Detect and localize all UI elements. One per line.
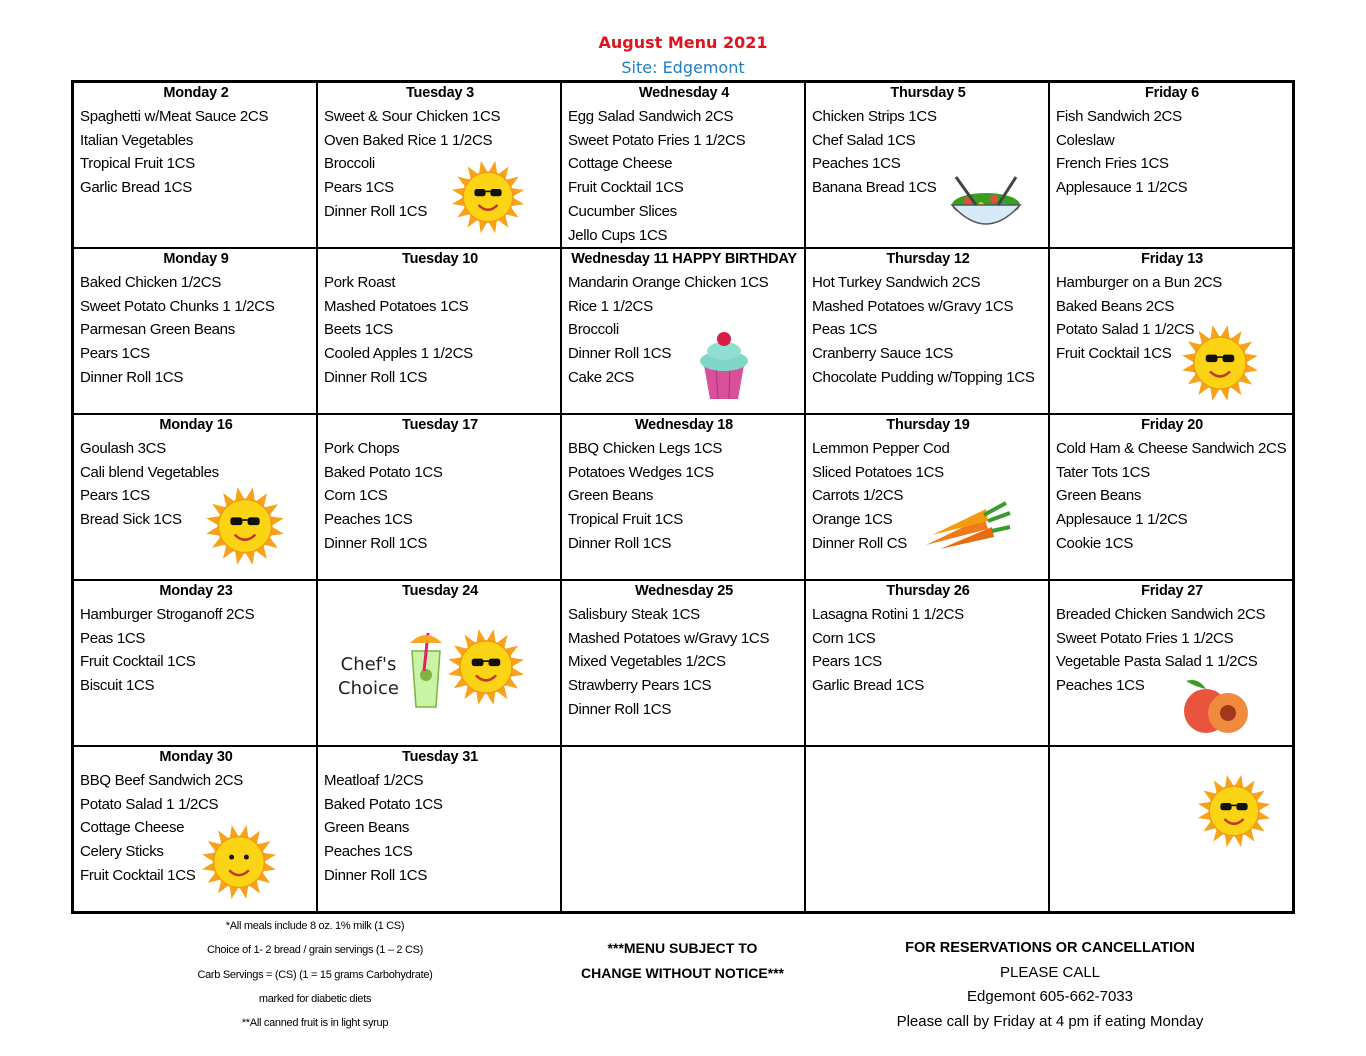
carrots-icon bbox=[922, 501, 1012, 556]
menu-item: Orange 1CS bbox=[812, 511, 893, 529]
menu-item: Cali blend Vegetables bbox=[80, 463, 219, 481]
menu-item: Dinner Roll 1CS bbox=[324, 534, 428, 552]
menu-item: Mashed Potatoes w/Gravy 1CS bbox=[568, 629, 770, 647]
sun-icon bbox=[198, 821, 280, 908]
menu-item: Rice 1 1/2CS bbox=[568, 297, 653, 315]
day-cell bbox=[561, 82, 805, 248]
menu-item: Chef Salad 1CS bbox=[812, 131, 916, 149]
day-cell bbox=[73, 414, 317, 580]
menu-item: Dinner Roll 1CS bbox=[324, 866, 428, 884]
menu-item: Cottage Cheese bbox=[568, 155, 673, 173]
menu-item: Hot Turkey Sandwich 2CS bbox=[812, 274, 981, 291]
menu-item: Applesauce 1 1/2CS bbox=[1056, 511, 1188, 529]
day-cell bbox=[805, 248, 1049, 414]
menu-item: Coleslaw bbox=[1056, 131, 1115, 149]
menu-item: Pears 1CS bbox=[80, 345, 150, 363]
day-cell bbox=[1049, 248, 1293, 414]
site-subtitle: Site: Edgemont bbox=[621, 58, 745, 77]
day-heading: Friday 6 bbox=[1144, 85, 1199, 101]
sun-icon bbox=[1194, 771, 1274, 856]
day-cell bbox=[1049, 580, 1293, 746]
menu-item: French Fries 1CS bbox=[1056, 155, 1169, 173]
sun-icon bbox=[444, 625, 528, 714]
menu-item: Pears 1CS bbox=[812, 653, 882, 671]
menu-item: Italian Vegetables bbox=[80, 131, 194, 149]
menu-item: Baked Chicken 1/2CS bbox=[80, 274, 222, 291]
sun-icon bbox=[1178, 321, 1262, 410]
sun-icon bbox=[448, 157, 528, 242]
footer-note: Choice of 1- 2 bread / grain servings (1 – 2 CS) bbox=[206, 944, 424, 957]
menu-item: Corn 1CS bbox=[324, 487, 388, 505]
menu-item: Peaches 1CS bbox=[812, 155, 901, 173]
day-cell bbox=[1049, 414, 1293, 580]
reservation-phone: Edgemont 605-662-7033 bbox=[967, 988, 1133, 1005]
menu-item: Dinner Roll CS bbox=[812, 534, 907, 552]
menu-item: Hamburger Stroganoff 2CS bbox=[80, 606, 255, 623]
menu-item: Hamburger on a Bun 2CS bbox=[1056, 274, 1222, 291]
day-heading: Thursday 26 bbox=[886, 583, 970, 599]
menu-item: Cake 2CS bbox=[568, 368, 634, 386]
menu-item: Fruit Cocktail 1CS bbox=[80, 866, 196, 884]
day-cell bbox=[1049, 746, 1293, 912]
menu-item: Garlic Bread 1CS bbox=[80, 179, 192, 197]
day-heading: Monday 16 bbox=[159, 417, 233, 433]
menu-item: Mashed Potatoes w/Gravy 1CS bbox=[812, 297, 1014, 315]
menu-item: Dinner Roll 1CS bbox=[324, 202, 428, 220]
menu-item: Baked Potato 1CS bbox=[324, 463, 443, 481]
day-heading bbox=[812, 747, 1044, 769]
menu-item: Cooled Apples 1 1/2CS bbox=[324, 345, 473, 363]
day-cell bbox=[561, 746, 805, 912]
day-cell bbox=[317, 82, 561, 248]
menu-item: Garlic Bread 1CS bbox=[812, 677, 924, 695]
menu-item: Egg Salad Sandwich 2CS bbox=[568, 108, 734, 125]
footer-note: **All canned fruit is in light syrup bbox=[241, 1017, 389, 1030]
menu-items bbox=[568, 437, 800, 556]
menu-item: Peas 1CS bbox=[812, 321, 878, 339]
menu-item: Mashed Potatoes 1CS bbox=[324, 297, 469, 315]
menu-items bbox=[812, 271, 1044, 390]
menu-item: Meatloaf 1/2CS bbox=[324, 772, 424, 789]
menu-item: Banana Bread 1CS bbox=[812, 179, 937, 197]
day-heading: Tuesday 10 bbox=[402, 251, 478, 267]
menu-item: Strawberry Pears 1CS bbox=[568, 677, 712, 695]
menu-item: Pork Chops bbox=[324, 440, 400, 457]
menu-item: Sweet & Sour Chicken 1CS bbox=[324, 108, 501, 125]
menu-item: Corn 1CS bbox=[812, 629, 876, 647]
menu-item: Celery Sticks bbox=[80, 843, 164, 861]
menu-item: Pears 1CS bbox=[80, 487, 150, 505]
day-cell bbox=[317, 414, 561, 580]
menu-item: Dinner Roll 1CS bbox=[324, 368, 428, 386]
reservation-line: Please call by Friday at 4 pm if eating Monday bbox=[896, 1012, 1204, 1030]
menu-items bbox=[812, 603, 1044, 698]
menu-item: Pork Roast bbox=[324, 274, 396, 291]
menu-item: Chocolate Pudding w/Topping 1CS bbox=[812, 368, 1035, 386]
menu-item: Spaghetti w/Meat Sauce 2CS bbox=[80, 108, 269, 125]
menu-item: Applesauce 1 1/2CS bbox=[1056, 179, 1188, 197]
day-heading: Monday 9 bbox=[163, 251, 229, 267]
day-cell bbox=[1049, 82, 1293, 248]
menu-item: Baked Potato 1CS bbox=[324, 795, 443, 813]
menu-item: Potatoes Wedges 1CS bbox=[568, 463, 714, 481]
notice-line: ***MENU SUBJECT TO bbox=[607, 940, 758, 956]
menu-item: BBQ Chicken Legs 1CS bbox=[568, 440, 723, 457]
day-heading bbox=[1056, 747, 1288, 769]
menu-item: Dinner Roll 1CS bbox=[568, 700, 672, 718]
day-heading: Tuesday 3 bbox=[405, 85, 475, 101]
footer-note: *All meals include 8 oz. 1% milk (1 CS) bbox=[225, 920, 405, 932]
menu-items bbox=[80, 271, 312, 390]
day-cell bbox=[317, 248, 561, 414]
footer-note: Carb Servings = (CS) (1 = 15 grams Carbohydrate) bbox=[197, 968, 433, 981]
menu-item: Fruit Cocktail 1CS bbox=[1056, 345, 1172, 363]
menu-item: Sweet Potato Chunks 1 1/2CS bbox=[80, 297, 275, 315]
sun-icon bbox=[202, 483, 288, 574]
menu-items bbox=[1056, 105, 1288, 200]
menu-item: Oven Baked Rice 1 1/2CS bbox=[324, 131, 493, 149]
menu-item: Bread Sick 1CS bbox=[80, 511, 182, 529]
menu-item: Cottage Cheese bbox=[80, 819, 185, 837]
footer-notes bbox=[170, 914, 460, 1035]
cupcake-icon bbox=[696, 329, 752, 406]
chefs-choice-note: Chef's Choice bbox=[338, 654, 399, 699]
menu-item: Beets 1CS bbox=[324, 321, 394, 339]
day-heading: Wednesday 18 bbox=[634, 417, 734, 433]
menu-items bbox=[1056, 437, 1288, 556]
menu-item: Peaches 1CS bbox=[1056, 677, 1145, 695]
day-cell bbox=[805, 746, 1049, 912]
menu-calendar-grid bbox=[71, 80, 1295, 914]
menu-item: Pears 1CS bbox=[324, 179, 394, 197]
menu-items bbox=[568, 271, 800, 390]
menu-item: Tater Tots 1CS bbox=[1056, 463, 1150, 481]
day-heading: Thursday 12 bbox=[886, 251, 970, 267]
day-cell bbox=[561, 248, 805, 414]
day-cell bbox=[805, 580, 1049, 746]
menu-item: Baked Beans 2CS bbox=[1056, 297, 1175, 315]
menu-item: Dinner Roll 1CS bbox=[568, 345, 672, 363]
day-heading: Monday 30 bbox=[159, 749, 233, 765]
day-heading: Thursday 19 bbox=[886, 417, 970, 433]
menu-items bbox=[324, 271, 556, 390]
salad-bowl-icon bbox=[946, 175, 1026, 244]
menu-item: Green Beans bbox=[568, 487, 654, 505]
menu-item: Broccoli bbox=[568, 321, 619, 339]
notice-line: CHANGE WITHOUT NOTICE*** bbox=[581, 965, 784, 981]
menu-item: Potato Salad 1 1/2CS bbox=[1056, 321, 1195, 339]
menu-item: Green Beans bbox=[324, 819, 410, 837]
menu-item: Biscuit 1CS bbox=[80, 677, 155, 695]
menu-item: Parmesan Green Beans bbox=[80, 321, 235, 339]
menu-item: Potato Salad 1 1/2CS bbox=[80, 795, 219, 813]
menu-item: Fish Sandwich 2CS bbox=[1056, 108, 1182, 125]
menu-item: Chicken Strips 1CS bbox=[812, 108, 937, 125]
menu-notice bbox=[560, 936, 805, 986]
day-cell bbox=[73, 82, 317, 248]
day-heading: Tuesday 31 bbox=[402, 749, 478, 765]
day-heading: Friday 13 bbox=[1141, 251, 1203, 267]
menu-item: Peaches 1CS bbox=[324, 511, 413, 529]
menu-item: Sweet Potato Fries 1 1/2CS bbox=[568, 131, 746, 149]
menu-item: BBQ Beef Sandwich 2CS bbox=[80, 772, 243, 789]
menu-item: Jello Cups 1CS bbox=[568, 226, 668, 244]
day-cell bbox=[561, 580, 805, 746]
menu-item: Dinner Roll 1CS bbox=[568, 534, 672, 552]
reservation-info bbox=[860, 936, 1240, 1034]
day-heading bbox=[568, 747, 800, 769]
footer-note: marked for diabetic diets bbox=[258, 992, 372, 1005]
menu-item: Fruit Cocktail 1CS bbox=[568, 179, 684, 197]
menu-items bbox=[324, 437, 556, 556]
menu-item: Cold Ham & Cheese Sandwich 2CS bbox=[1056, 440, 1287, 457]
menu-item: Salisbury Steak 1CS bbox=[568, 606, 700, 623]
menu-items bbox=[80, 105, 312, 200]
day-cell bbox=[73, 580, 317, 746]
menu-item: Sliced Potatoes 1CS bbox=[812, 463, 944, 481]
menu-item: Cookie 1CS bbox=[1056, 534, 1134, 552]
day-cell bbox=[805, 82, 1049, 248]
day-cell bbox=[73, 746, 317, 912]
menu-item: Green Beans bbox=[1056, 487, 1142, 505]
reservation-line: PLEASE CALL bbox=[999, 963, 1101, 981]
day-cell bbox=[805, 414, 1049, 580]
day-cell bbox=[317, 580, 561, 746]
day-cell bbox=[561, 414, 805, 580]
menu-items bbox=[568, 105, 800, 247]
menu-item: Mixed Vegetables 1/2CS bbox=[568, 653, 726, 671]
cocktail-icon bbox=[406, 631, 446, 716]
reservation-heading: FOR RESERVATIONS OR CANCELLATION bbox=[905, 940, 1195, 956]
menu-item: Tropical Fruit 1CS bbox=[568, 511, 683, 529]
menu-item: Goulash 3CS bbox=[80, 440, 166, 457]
day-heading: Wednesday 11 HAPPY BIRTHDAY bbox=[571, 251, 797, 267]
menu-items bbox=[80, 603, 312, 698]
menu-item: Cranberry Sauce 1CS bbox=[812, 345, 954, 363]
menu-item: Cucumber Slices bbox=[568, 202, 677, 220]
menu-items bbox=[324, 769, 556, 888]
menu-item: Dinner Roll 1CS bbox=[80, 368, 184, 386]
menu-item: Broccoli bbox=[324, 155, 375, 173]
menu-item: Peaches 1CS bbox=[324, 843, 413, 861]
day-heading: Thursday 5 bbox=[890, 85, 966, 101]
menu-item: Breaded Chicken Sandwich 2CS bbox=[1056, 606, 1266, 623]
menu-item: Vegetable Pasta Salad 1 1/2CS bbox=[1056, 653, 1258, 671]
day-heading: Monday 23 bbox=[159, 583, 233, 599]
menu-item: Peas 1CS bbox=[80, 629, 146, 647]
day-heading: Wednesday 4 bbox=[638, 85, 730, 101]
day-heading: Friday 27 bbox=[1141, 583, 1203, 599]
menu-item: Mandarin Orange Chicken 1CS bbox=[568, 274, 769, 291]
page-title: August Menu 2021 bbox=[598, 33, 768, 52]
menu-item: Sweet Potato Fries 1 1/2CS bbox=[1056, 629, 1234, 647]
day-heading: Friday 20 bbox=[1141, 417, 1203, 433]
menu-item: Lasagna Rotini 1 1/2CS bbox=[812, 606, 964, 623]
day-heading: Wednesday 25 bbox=[634, 583, 734, 599]
menu-item: Lemmon Pepper Cod bbox=[812, 440, 950, 457]
day-heading: Tuesday 24 bbox=[402, 583, 478, 599]
menu-item: Tropical Fruit 1CS bbox=[80, 155, 195, 173]
day-cell bbox=[317, 746, 561, 912]
day-heading: Monday 2 bbox=[163, 85, 229, 101]
day-cell bbox=[73, 248, 317, 414]
menu-items bbox=[568, 603, 800, 722]
peach-icon bbox=[1178, 675, 1254, 742]
menu-item: Carrots 1/2CS bbox=[812, 487, 904, 505]
day-heading: Tuesday 17 bbox=[402, 417, 478, 433]
menu-item: Fruit Cocktail 1CS bbox=[80, 653, 196, 671]
